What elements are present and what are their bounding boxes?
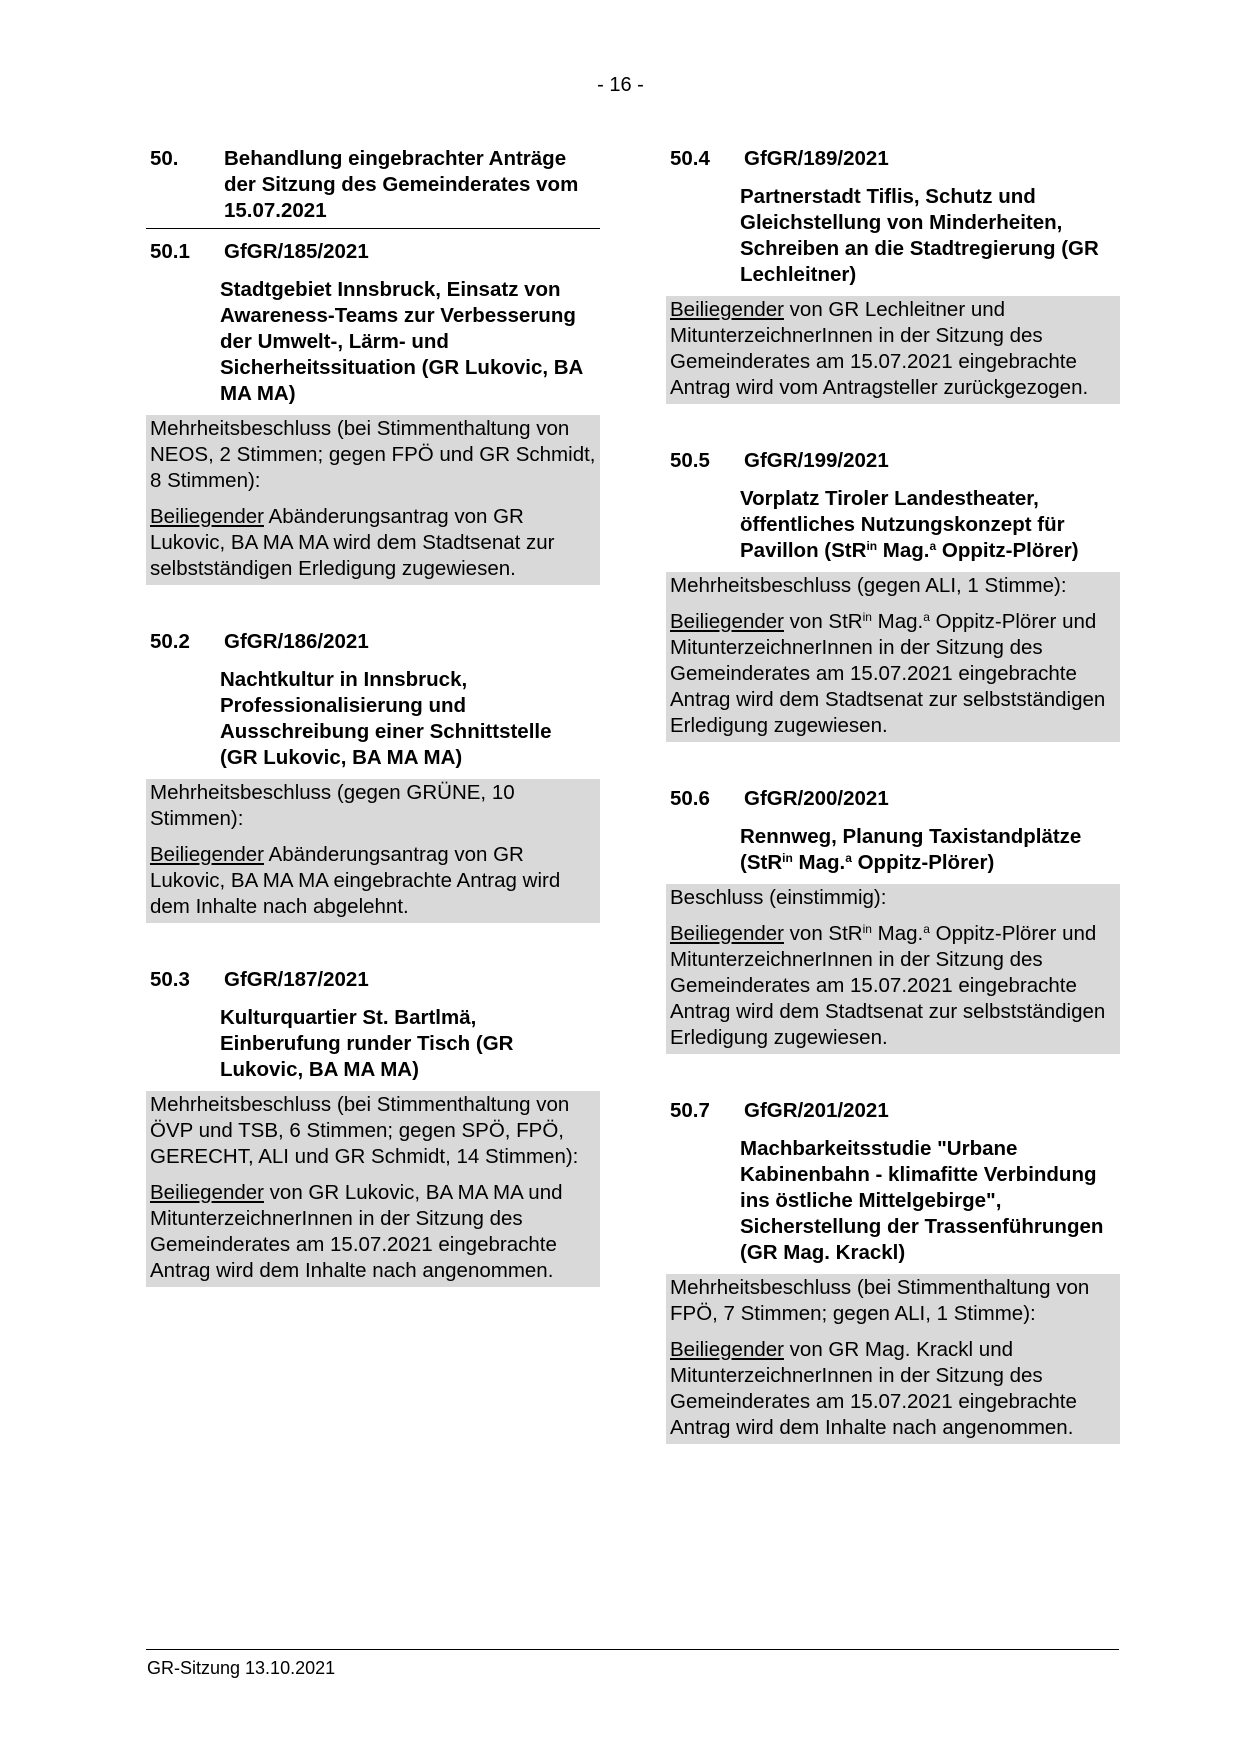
item-code: GfGR/199/2021 bbox=[744, 449, 889, 472]
agenda-item-50-5 bbox=[666, 448, 1120, 742]
footer-divider bbox=[146, 1649, 1119, 1650]
item-header bbox=[666, 448, 1120, 474]
item-header bbox=[146, 967, 600, 993]
resolution-box bbox=[666, 296, 1120, 404]
item-title: Partnerstadt Tiflis, Schutz und Gleichstellung von Minderheiten, Schreiben an die Stadtregierung (GR Lechleitner) bbox=[740, 185, 1099, 286]
page-number: - 16 - bbox=[597, 74, 644, 96]
lead-word: Beiliegender bbox=[150, 505, 264, 528]
resolution-box bbox=[666, 1274, 1120, 1444]
section-heading bbox=[146, 146, 600, 229]
lead-word: Beiliegender bbox=[670, 1338, 784, 1361]
item-header bbox=[666, 1098, 1120, 1124]
resolution-text: Beiliegender von StR$^{in}$ Mag.$^a$ Oppitz-Plörer und MitunterzeichnerInnen in der Sitzung des Gemeinderates am 15.07.2021 eingebrachte Antrag wird dem Stadtsenat zur selbstständigen Erledigung zugewiesen. bbox=[670, 922, 1106, 1049]
item-title: Machbarkeitsstudie "Urbane Kabinenbahn - klimafitte Verbindung ins östliche Mittelgebirge", Sicherstellung der Trassenführungen (GR Mag. Krackl) bbox=[740, 1137, 1104, 1264]
item-title: Vorplatz Tiroler Landestheater, öffentliches Nutzungskonzept für Pavillon (StR$^{in}$ Mag.$^a$ Oppitz-Plörer) bbox=[740, 487, 1079, 562]
resolution-text: Beiliegender von StR$^{in}$ Mag.$^a$ Oppitz-Plörer und MitunterzeichnerInnen in der Sitzung des Gemeinderates am 15.07.2021 eingebrachte Antrag wird dem Stadtsenat zur selbstständigen Erledigung zugewiesen. bbox=[670, 610, 1106, 737]
resolution-box bbox=[146, 415, 600, 585]
item-code: GfGR/186/2021 bbox=[224, 630, 369, 653]
agenda-item-50-3 bbox=[146, 967, 600, 1287]
item-number: 50.3 bbox=[150, 968, 190, 991]
decision-text: Mehrheitsbeschluss (bei Stimmenthaltung von NEOS, 2 Stimmen; gegen FPÖ und GR Schmidt, 8 Stimmen): bbox=[150, 417, 596, 492]
item-code: GfGR/201/2021 bbox=[744, 1099, 889, 1122]
resolution-box bbox=[146, 1091, 600, 1287]
item-number: 50.7 bbox=[670, 1099, 710, 1122]
item-header bbox=[666, 146, 1120, 172]
item-title: Kulturquartier St. Bartlmä, Einberufung runder Tisch (GR Lukovic, BA MA MA) bbox=[220, 1006, 514, 1081]
item-header bbox=[146, 239, 600, 265]
item-title: Nachtkultur in Innsbruck, Professionalisierung und Ausschreibung einer Schnittstelle (GR Lukovic, BA MA MA) bbox=[220, 668, 552, 769]
item-number: 50.5 bbox=[670, 449, 710, 472]
item-number: 50.6 bbox=[670, 787, 710, 810]
resolution-text: Beiliegender Abänderungsantrag von GR Lukovic, BA MA MA wird dem Stadtsenat zur selbstständigen Erledigung zugewiesen. bbox=[150, 505, 555, 580]
agenda-item-50-6 bbox=[666, 786, 1120, 1054]
decision-text: Mehrheitsbeschluss (gegen ALI, 1 Stimme): bbox=[670, 574, 1067, 597]
lead-word: Beiliegender bbox=[150, 1181, 264, 1204]
item-number: 50.4 bbox=[670, 147, 710, 170]
item-code: GfGR/200/2021 bbox=[744, 787, 889, 810]
right-column bbox=[666, 146, 1120, 1444]
left-column bbox=[146, 146, 600, 1287]
item-number: 50.2 bbox=[150, 630, 190, 653]
decision-text: Mehrheitsbeschluss (bei Stimmenthaltung von ÖVP und TSB, 6 Stimmen; gegen SPÖ, FPÖ, GERECHT, ALI und GR Schmidt, 14 Stimmen): bbox=[150, 1093, 579, 1168]
agenda-item-50-7 bbox=[666, 1098, 1120, 1444]
lead-word: Beiliegender bbox=[670, 298, 784, 321]
item-title: Stadtgebiet Innsbruck, Einsatz von Awareness-Teams zur Verbesserung der Umwelt-, Lärm- und Sicherheitssituation (GR Lukovic, BA MA MA) bbox=[220, 278, 583, 405]
resolution-box bbox=[146, 779, 600, 923]
footer-text: GR-Sitzung 13.10.2021 bbox=[147, 1658, 336, 1678]
item-header bbox=[666, 786, 1120, 812]
resolution-box bbox=[666, 884, 1120, 1054]
lead-word: Beiliegender bbox=[670, 922, 784, 945]
item-code: GfGR/187/2021 bbox=[224, 968, 369, 991]
section-number: 50. bbox=[150, 147, 179, 170]
item-code: GfGR/189/2021 bbox=[744, 147, 889, 170]
resolution-text: Beiliegender von GR Mag. Krackl und MitunterzeichnerInnen in der Sitzung des Gemeinderates am 15.07.2021 eingebrachte Antrag wird dem Inhalte nach angenommen. bbox=[670, 1338, 1077, 1439]
lead-word: Beiliegender bbox=[150, 843, 264, 866]
lead-word: Beiliegender bbox=[670, 610, 784, 633]
agenda-item-50-1 bbox=[146, 239, 600, 585]
agenda-item-50-2 bbox=[146, 629, 600, 923]
item-number: 50.1 bbox=[150, 240, 190, 263]
item-code: GfGR/185/2021 bbox=[224, 240, 369, 263]
resolution-text: Beiliegender von GR Lechleitner und MitunterzeichnerInnen in der Sitzung des Gemeinderates am 15.07.2021 eingebrachte Antrag wird vom Antragsteller zurückgezogen. bbox=[670, 298, 1089, 399]
decision-text: Beschluss (einstimmig): bbox=[670, 886, 887, 909]
resolution-text: Beiliegender Abänderungsantrag von GR Lukovic, BA MA MA eingebrachte Antrag wird dem Inhalte nach abgelehnt. bbox=[150, 843, 561, 918]
resolution-box bbox=[666, 572, 1120, 742]
resolution-text: Beiliegender von GR Lukovic, BA MA MA und MitunterzeichnerInnen in der Sitzung des Gemeinderates am 15.07.2021 eingebrachte Antrag wird dem Inhalte nach angenommen. bbox=[150, 1181, 563, 1282]
decision-text: Mehrheitsbeschluss (gegen GRÜNE, 10 Stimmen): bbox=[150, 781, 515, 830]
section-title: Behandlung eingebrachter Anträge der Sitzung des Gemeinderates vom 15.07.2021 bbox=[224, 147, 579, 222]
item-title: Rennweg, Planung Taxistandplätze (StR$^{in}$ Mag.$^a$ Oppitz-Plörer) bbox=[740, 825, 1082, 874]
agenda-item-50-4 bbox=[666, 146, 1120, 404]
decision-text: Mehrheitsbeschluss (bei Stimmenthaltung von FPÖ, 7 Stimmen; gegen ALI, 1 Stimme): bbox=[670, 1276, 1090, 1325]
item-header bbox=[146, 629, 600, 655]
